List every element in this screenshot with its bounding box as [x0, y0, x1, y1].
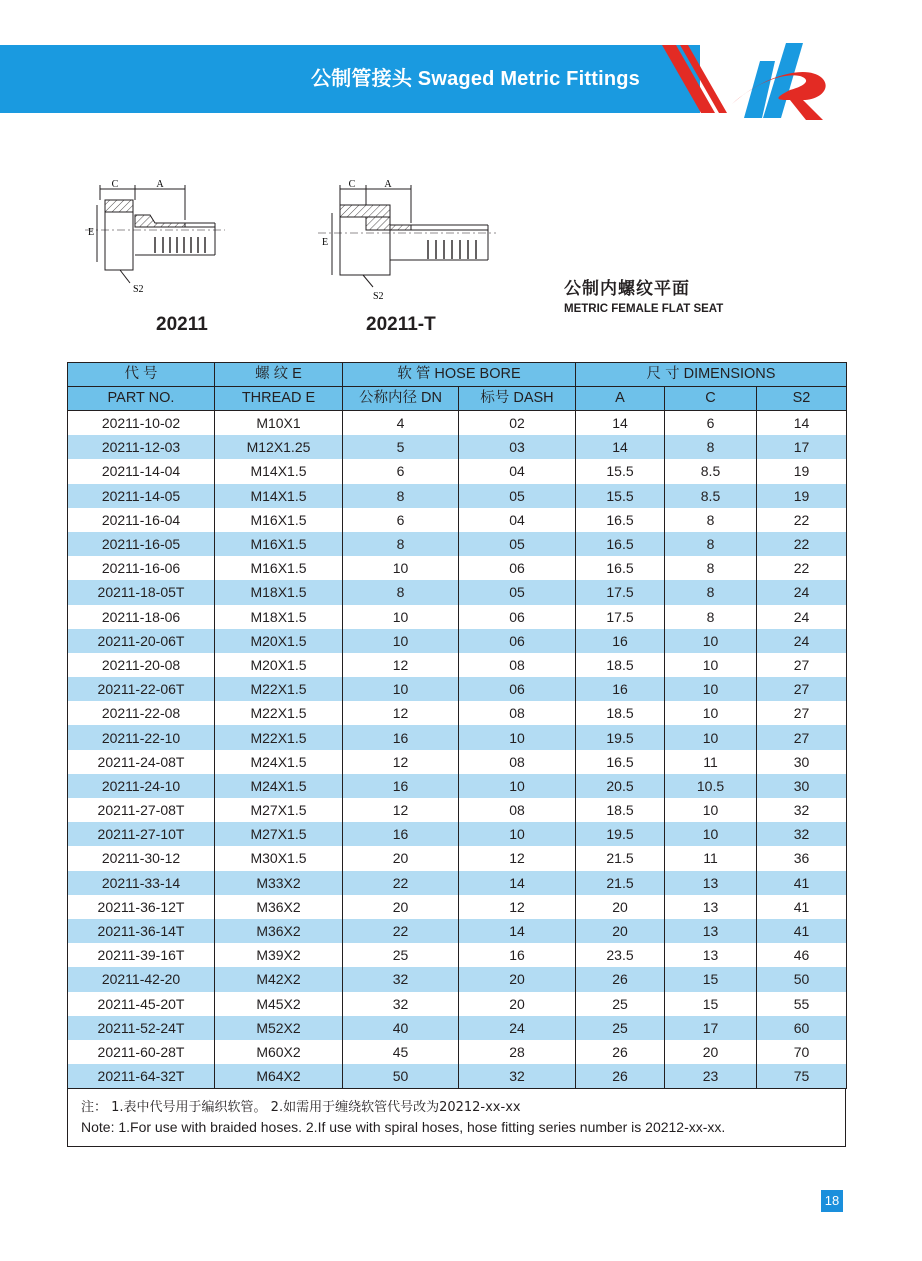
cell-a: 25	[576, 992, 665, 1016]
cell-s2: 19	[757, 484, 847, 508]
table-row	[68, 653, 847, 677]
cell-thread: M64X2	[215, 1064, 343, 1089]
cell-s2: 22	[757, 508, 847, 532]
cell-s2: 19	[757, 459, 847, 483]
cell-dash: 12	[459, 846, 576, 870]
table-row	[68, 822, 847, 846]
cell-s2: 41	[757, 895, 847, 919]
cell-dash: 10	[459, 822, 576, 846]
page-number: 18	[821, 1190, 843, 1212]
drawing-20211	[85, 175, 235, 300]
cell-dn: 40	[343, 1016, 459, 1040]
cell-part-no: 20211-33-14	[68, 871, 215, 895]
cell-thread: M36X2	[215, 919, 343, 943]
note-cn: 注： 1.表中代号用于编织软管。 2.如需用于缠绕软管代号改为20212-xx-xx	[81, 1100, 521, 1115]
table-row	[68, 919, 847, 943]
cell-dash: 16	[459, 943, 576, 967]
cell-dash: 32	[459, 1064, 576, 1089]
cell-thread: M12X1.25	[215, 435, 343, 459]
cell-a: 16	[576, 629, 665, 653]
cell-part-no: 20211-20-08	[68, 653, 215, 677]
cell-dash: 02	[459, 411, 576, 436]
header-dash: 标号 DASH	[459, 387, 576, 411]
cell-part-no: 20211-36-12T	[68, 895, 215, 919]
cell-thread: M24X1.5	[215, 750, 343, 774]
cell-thread: M42X2	[215, 967, 343, 991]
cell-s2: 27	[757, 725, 847, 749]
cell-dn: 10	[343, 556, 459, 580]
cell-part-no: 20211-16-06	[68, 556, 215, 580]
cell-dash: 04	[459, 459, 576, 483]
table-row	[68, 895, 847, 919]
cell-thread: M18X1.5	[215, 605, 343, 629]
cell-part-no: 20211-27-10T	[68, 822, 215, 846]
dim-a-label: A	[384, 179, 392, 190]
cell-part-no: 20211-12-03	[68, 435, 215, 459]
cell-dash: 08	[459, 798, 576, 822]
cell-thread: M30X1.5	[215, 846, 343, 870]
cell-c: 13	[665, 871, 757, 895]
cell-s2: 32	[757, 822, 847, 846]
table-row	[68, 750, 847, 774]
cell-dash: 28	[459, 1040, 576, 1064]
note-en: Note: 1.For use with braided hoses. 2.If use with spiral hoses, hose fitting series number is 20212-xx-xx.	[81, 1119, 726, 1135]
table-row	[68, 532, 847, 556]
figure-label-20211: 20211	[156, 314, 208, 335]
dim-s2-label: S2	[133, 284, 144, 295]
cell-dn: 32	[343, 992, 459, 1016]
cell-a: 16.5	[576, 556, 665, 580]
cell-dash: 04	[459, 508, 576, 532]
cell-a: 21.5	[576, 871, 665, 895]
cell-dn: 12	[343, 750, 459, 774]
cell-a: 16	[576, 677, 665, 701]
table-row	[68, 508, 847, 532]
table-row	[68, 435, 847, 459]
page-title: 公制管接头 Swaged Metric Fittings	[311, 68, 640, 90]
cell-dash: 24	[459, 1016, 576, 1040]
notes-box	[67, 1088, 846, 1147]
cell-dn: 12	[343, 798, 459, 822]
cell-dn: 20	[343, 895, 459, 919]
cell-thread: M22X1.5	[215, 677, 343, 701]
cell-dn: 50	[343, 1064, 459, 1089]
table-row	[68, 1064, 847, 1089]
cell-dash: 06	[459, 629, 576, 653]
cell-c: 10	[665, 677, 757, 701]
cell-s2: 60	[757, 1016, 847, 1040]
cell-thread: M33X2	[215, 871, 343, 895]
cell-s2: 24	[757, 605, 847, 629]
cell-a: 23.5	[576, 943, 665, 967]
header-part-no-cn: 代 号	[68, 363, 215, 387]
table-header-row-1	[68, 363, 847, 387]
cell-part-no: 20211-14-05	[68, 484, 215, 508]
cell-dn: 16	[343, 822, 459, 846]
cell-a: 21.5	[576, 846, 665, 870]
cell-c: 20	[665, 1040, 757, 1064]
cell-dash: 08	[459, 701, 576, 725]
cell-part-no: 20211-14-04	[68, 459, 215, 483]
header-thread-cn: 螺 纹 E	[215, 363, 343, 387]
cell-c: 11	[665, 750, 757, 774]
cell-dn: 8	[343, 484, 459, 508]
cell-part-no: 20211-24-08T	[68, 750, 215, 774]
cell-part-no: 20211-16-04	[68, 508, 215, 532]
cell-thread: M10X1	[215, 411, 343, 436]
table-row	[68, 459, 847, 483]
cell-thread: M60X2	[215, 1040, 343, 1064]
cell-dash: 06	[459, 677, 576, 701]
header-a: A	[576, 387, 665, 411]
table-row	[68, 701, 847, 725]
cell-dash: 05	[459, 484, 576, 508]
cell-thread: M20X1.5	[215, 653, 343, 677]
cell-a: 26	[576, 967, 665, 991]
table-row	[68, 871, 847, 895]
cell-dn: 12	[343, 701, 459, 725]
cell-part-no: 20211-22-06T	[68, 677, 215, 701]
cell-thread: M22X1.5	[215, 725, 343, 749]
cell-c: 10.5	[665, 774, 757, 798]
dim-c-label: C	[111, 179, 119, 190]
specification-table	[67, 362, 847, 1089]
cell-a: 15.5	[576, 459, 665, 483]
cell-thread: M45X2	[215, 992, 343, 1016]
dim-e-label: E	[87, 227, 95, 238]
cell-part-no: 20211-36-14T	[68, 919, 215, 943]
dim-a-label: A	[156, 179, 164, 190]
cell-c: 23	[665, 1064, 757, 1089]
table-row	[68, 556, 847, 580]
cell-a: 16.5	[576, 508, 665, 532]
cell-a: 16.5	[576, 750, 665, 774]
cell-thread: M16X1.5	[215, 556, 343, 580]
cell-dn: 12	[343, 653, 459, 677]
figure-label-20211-T: 20211-T	[366, 314, 436, 335]
cell-c: 10	[665, 653, 757, 677]
hr-logo	[640, 38, 840, 123]
cell-thread: M18X1.5	[215, 580, 343, 604]
dim-c-label: C	[348, 179, 356, 190]
header-dimensions: 尺 寸 DIMENSIONS	[576, 363, 847, 387]
header-s2: S2	[757, 387, 847, 411]
cell-a: 20	[576, 919, 665, 943]
cell-part-no: 20211-52-24T	[68, 1016, 215, 1040]
header-c: C	[665, 387, 757, 411]
cell-dash: 14	[459, 871, 576, 895]
cell-s2: 30	[757, 774, 847, 798]
cell-a: 18.5	[576, 701, 665, 725]
cell-dn: 10	[343, 629, 459, 653]
cell-a: 19.5	[576, 822, 665, 846]
cell-c: 10	[665, 629, 757, 653]
cell-c: 10	[665, 725, 757, 749]
cell-thread: M27X1.5	[215, 798, 343, 822]
cell-c: 8.5	[665, 459, 757, 483]
cell-thread: M16X1.5	[215, 508, 343, 532]
cell-s2: 32	[757, 798, 847, 822]
dim-s2-label: S2	[373, 291, 384, 302]
cell-dn: 5	[343, 435, 459, 459]
table-row	[68, 411, 847, 436]
cell-s2: 27	[757, 677, 847, 701]
cell-part-no: 20211-27-08T	[68, 798, 215, 822]
cell-a: 18.5	[576, 798, 665, 822]
cell-dash: 10	[459, 725, 576, 749]
cell-part-no: 20211-20-06T	[68, 629, 215, 653]
cell-c: 13	[665, 919, 757, 943]
cell-dash: 06	[459, 605, 576, 629]
cell-c: 8	[665, 580, 757, 604]
section-title-en: METRIC FEMALE FLAT SEAT	[564, 303, 724, 315]
cell-dn: 10	[343, 605, 459, 629]
cell-dn: 4	[343, 411, 459, 436]
cell-c: 15	[665, 992, 757, 1016]
table-row	[68, 629, 847, 653]
cell-s2: 55	[757, 992, 847, 1016]
cell-c: 8	[665, 508, 757, 532]
cell-a: 20.5	[576, 774, 665, 798]
table-row	[68, 943, 847, 967]
table-row	[68, 484, 847, 508]
cell-thread: M27X1.5	[215, 822, 343, 846]
cell-part-no: 20211-39-16T	[68, 943, 215, 967]
cell-s2: 27	[757, 701, 847, 725]
cell-part-no: 20211-24-10	[68, 774, 215, 798]
cell-a: 26	[576, 1040, 665, 1064]
cell-dn: 6	[343, 508, 459, 532]
cell-c: 17	[665, 1016, 757, 1040]
cell-thread: M22X1.5	[215, 701, 343, 725]
cell-s2: 27	[757, 653, 847, 677]
cell-part-no: 20211-42-20	[68, 967, 215, 991]
cell-dn: 10	[343, 677, 459, 701]
cell-s2: 30	[757, 750, 847, 774]
table-row	[68, 798, 847, 822]
cell-s2: 14	[757, 411, 847, 436]
table-header-row-2	[68, 387, 847, 411]
cell-dash: 05	[459, 580, 576, 604]
header-hose-bore: 软 管 HOSE BORE	[343, 363, 576, 387]
cell-c: 10	[665, 798, 757, 822]
cell-c: 8	[665, 435, 757, 459]
cell-a: 14	[576, 435, 665, 459]
cell-thread: M16X1.5	[215, 532, 343, 556]
table-row	[68, 967, 847, 991]
cell-s2: 50	[757, 967, 847, 991]
cell-c: 13	[665, 895, 757, 919]
cell-a: 14	[576, 411, 665, 436]
cell-part-no: 20211-30-12	[68, 846, 215, 870]
cell-thread: M39X2	[215, 943, 343, 967]
cell-thread: M36X2	[215, 895, 343, 919]
table-row	[68, 1040, 847, 1064]
cell-part-no: 20211-64-32T	[68, 1064, 215, 1089]
cell-c: 8	[665, 532, 757, 556]
cell-a: 17.5	[576, 605, 665, 629]
cell-s2: 41	[757, 871, 847, 895]
cell-dn: 22	[343, 919, 459, 943]
cell-thread: M14X1.5	[215, 484, 343, 508]
cell-dn: 25	[343, 943, 459, 967]
cell-c: 8	[665, 556, 757, 580]
table-row	[68, 846, 847, 870]
cell-dn: 16	[343, 725, 459, 749]
cell-c: 8	[665, 605, 757, 629]
cell-part-no: 20211-60-28T	[68, 1040, 215, 1064]
cell-a: 19.5	[576, 725, 665, 749]
cell-thread: M24X1.5	[215, 774, 343, 798]
cell-a: 17.5	[576, 580, 665, 604]
cell-dash: 08	[459, 653, 576, 677]
cell-part-no: 20211-16-05	[68, 532, 215, 556]
cell-part-no: 20211-18-05T	[68, 580, 215, 604]
cell-dash: 12	[459, 895, 576, 919]
cell-dash: 05	[459, 532, 576, 556]
cell-thread: M14X1.5	[215, 459, 343, 483]
cell-dn: 6	[343, 459, 459, 483]
cell-a: 26	[576, 1064, 665, 1089]
dim-e-label: E	[321, 237, 329, 248]
cell-s2: 46	[757, 943, 847, 967]
cell-s2: 24	[757, 629, 847, 653]
cell-dash: 08	[459, 750, 576, 774]
cell-a: 15.5	[576, 484, 665, 508]
cell-c: 10	[665, 822, 757, 846]
cell-part-no: 20211-45-20T	[68, 992, 215, 1016]
cell-dash: 20	[459, 967, 576, 991]
cell-dn: 20	[343, 846, 459, 870]
cell-a: 25	[576, 1016, 665, 1040]
cell-dash: 10	[459, 774, 576, 798]
table-row	[68, 725, 847, 749]
cell-c: 11	[665, 846, 757, 870]
table-row	[68, 580, 847, 604]
cell-dn: 45	[343, 1040, 459, 1064]
cell-s2: 75	[757, 1064, 847, 1089]
header-dn: 公称内径 DN	[343, 387, 459, 411]
cell-part-no: 20211-22-08	[68, 701, 215, 725]
table-row	[68, 605, 847, 629]
cell-a: 20	[576, 895, 665, 919]
drawing-20211-T	[318, 175, 498, 305]
cell-c: 6	[665, 411, 757, 436]
cell-s2: 22	[757, 532, 847, 556]
cell-c: 15	[665, 967, 757, 991]
cell-s2: 36	[757, 846, 847, 870]
cell-dash: 03	[459, 435, 576, 459]
cell-thread: M52X2	[215, 1016, 343, 1040]
cell-a: 16.5	[576, 532, 665, 556]
cell-c: 8.5	[665, 484, 757, 508]
cell-dash: 14	[459, 919, 576, 943]
table-row	[68, 774, 847, 798]
cell-a: 18.5	[576, 653, 665, 677]
cell-dn: 8	[343, 580, 459, 604]
cell-dash: 20	[459, 992, 576, 1016]
cell-s2: 22	[757, 556, 847, 580]
cell-dn: 8	[343, 532, 459, 556]
cell-c: 13	[665, 943, 757, 967]
cell-thread: M20X1.5	[215, 629, 343, 653]
cell-part-no: 20211-18-06	[68, 605, 215, 629]
cell-dn: 16	[343, 774, 459, 798]
cell-s2: 70	[757, 1040, 847, 1064]
section-title-cn: 公制内螺纹平面	[564, 279, 690, 299]
cell-dash: 06	[459, 556, 576, 580]
table-row	[68, 1016, 847, 1040]
cell-part-no: 20211-22-10	[68, 725, 215, 749]
cell-s2: 41	[757, 919, 847, 943]
cell-s2: 24	[757, 580, 847, 604]
cell-part-no: 20211-10-02	[68, 411, 215, 436]
cell-s2: 17	[757, 435, 847, 459]
table-row	[68, 677, 847, 701]
header-part-no: PART NO.	[68, 387, 215, 411]
table-body	[68, 411, 847, 1089]
cell-dn: 32	[343, 967, 459, 991]
header-thread: THREAD E	[215, 387, 343, 411]
cell-c: 10	[665, 701, 757, 725]
cell-dn: 22	[343, 871, 459, 895]
table-row	[68, 992, 847, 1016]
